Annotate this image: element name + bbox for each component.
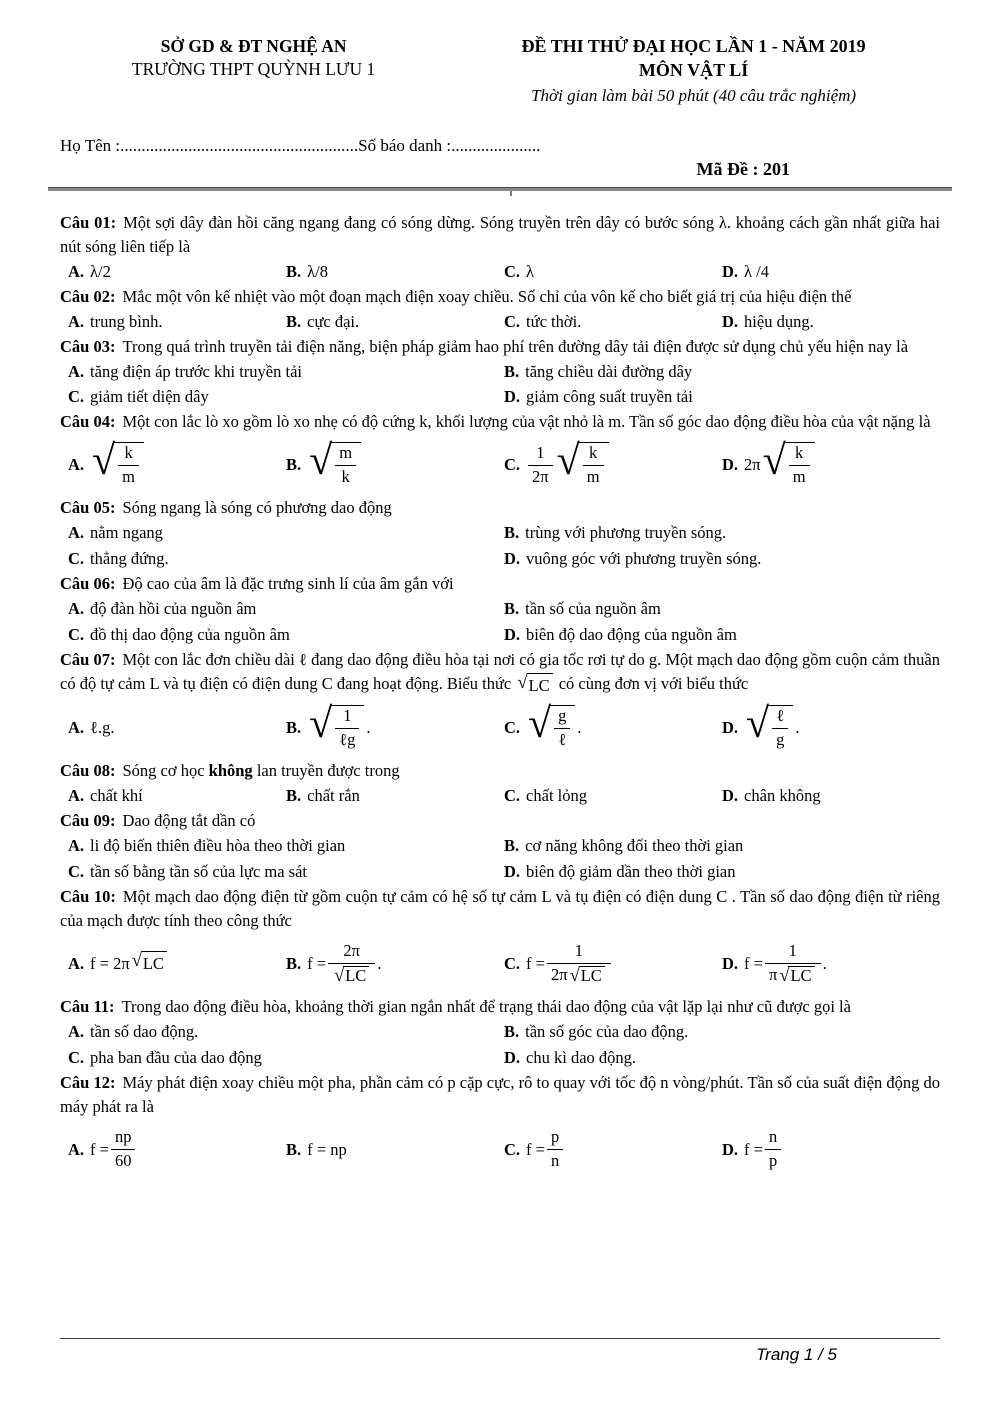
denominator	[328, 964, 375, 987]
option-d: D. λ /4	[722, 261, 770, 281]
radicand	[331, 442, 361, 488]
option-a: A. λ/2	[68, 261, 111, 281]
square-root	[556, 438, 609, 488]
question	[60, 995, 940, 1071]
numerator: k	[118, 443, 139, 466]
question-text: Câu 09: Dao động tắt dần có	[60, 811, 256, 831]
option-label: D.	[722, 455, 739, 475]
option-c: C. λ	[504, 261, 535, 281]
radicand	[768, 705, 793, 751]
question-number: Câu 11:	[60, 996, 115, 1016]
fraction	[789, 443, 810, 488]
radical-sign: √	[746, 701, 770, 748]
radical-sign: √	[131, 950, 142, 971]
fraction	[772, 706, 788, 751]
option-label: C.	[68, 624, 85, 644]
question-text: Câu 05: Sóng ngang là sóng có phương dao động	[60, 498, 392, 518]
option-a: A. li độ biến thiên điều hòa theo thời gian	[68, 836, 346, 856]
denominator: 2π √ LC	[547, 964, 611, 987]
option-d: D. chân không	[722, 786, 821, 806]
question-options	[60, 309, 940, 335]
option-b: B. tần số góc của dao động.	[504, 1021, 689, 1041]
question-number: Câu 04:	[60, 412, 116, 432]
numerator: 2π	[328, 941, 375, 964]
option-d: D. f = 1 π √ LC .	[722, 940, 827, 985]
fraction	[547, 1127, 563, 1172]
question	[60, 211, 940, 285]
question-number: Câu 02:	[60, 286, 116, 306]
option-c: C. pha ban đầu của dao động	[68, 1047, 262, 1067]
option-label: C.	[504, 1139, 521, 1159]
question	[60, 496, 940, 572]
option-label: B.	[504, 523, 520, 543]
option-b: B. chất rắn	[286, 786, 360, 806]
numerator: m	[335, 443, 356, 466]
option-label: D.	[722, 953, 739, 973]
question-number: Câu 09:	[60, 811, 116, 831]
option-label: B.	[504, 598, 520, 618]
question	[60, 809, 940, 885]
question-options	[60, 1118, 940, 1180]
denominator: n	[550, 1150, 560, 1170]
option-label: A.	[68, 1139, 85, 1159]
question-options	[60, 833, 940, 885]
question-text: Câu 07: Một con lắc đơn chiều dài ℓ đang dao động điều hòa tại nơi có gia tốc rơi tự do g. Một mạch dao động gồm cuộn cảm thuần có độ tự cảm L và tụ điện có điện dung C đang hoạt động. Biểu thức √ LC có cùng đơn vị với biểu thức	[60, 648, 940, 698]
denominator: p	[768, 1150, 778, 1170]
duration-note: Thời gian làm bài 50 phút (40 câu trắc nghiệm)	[531, 86, 857, 105]
question-number: Câu 12:	[60, 1072, 116, 1092]
option-label: C.	[68, 1047, 85, 1067]
option-label: D.	[722, 1139, 739, 1159]
option-label: D.	[722, 786, 739, 806]
option-d: D. f = $\frac{n}{p}$	[722, 1126, 940, 1173]
fraction	[765, 1127, 781, 1172]
option-label: C.	[504, 455, 521, 475]
option-d: D. √ $\frac{\text{ℓ}}{g}$ .	[722, 701, 800, 750]
radical-sign: √	[334, 964, 345, 985]
option-label: D.	[504, 624, 521, 644]
radical-sign: √	[92, 438, 116, 485]
option-d: D. hiệu dụng.	[722, 311, 814, 331]
option-c: C. chất lỏng	[504, 786, 587, 806]
radical-sign: √	[762, 438, 786, 485]
header	[60, 36, 940, 106]
numerator: 1	[528, 443, 553, 466]
option-label: D.	[722, 311, 739, 331]
option-d: D. giảm công suất truyền tải	[504, 387, 693, 407]
question-text: Câu 03: Trong quá trình truyền tải điện năng, biện pháp giảm hao phí trên đường dây tải điện được sử dụng chủ yếu hiện nay là	[60, 336, 909, 356]
option-label: B.	[286, 786, 302, 806]
question	[60, 335, 940, 411]
option-b: B. √ $\frac{1}{\text{ℓg}}$ .	[286, 701, 371, 750]
option-d: D. biên độ dao động của nguồn âm	[504, 624, 737, 644]
question-number: Câu 07:	[60, 649, 116, 669]
option-label: B.	[504, 1021, 520, 1041]
option-label: C.	[68, 387, 85, 407]
questions	[60, 211, 940, 1180]
option-label: A.	[68, 311, 85, 331]
option-label: D.	[722, 718, 739, 738]
option-c: C. f = $\frac{p}{n}$	[504, 1126, 722, 1173]
question	[60, 759, 940, 809]
option-b: B. f = np	[286, 1137, 504, 1163]
numerator: p	[547, 1127, 563, 1150]
header-left	[60, 36, 447, 106]
question-options	[60, 783, 940, 809]
exam-title: ĐỀ THI THỬ ĐẠI HỌC LẦN 1 - NĂM 2019	[521, 36, 866, 56]
option-label: B.	[286, 311, 302, 331]
option-label: B.	[504, 836, 520, 856]
option-label: A.	[68, 598, 85, 618]
square-root	[746, 701, 793, 751]
option-label: B.	[286, 718, 302, 738]
question-text: Câu 08: Sóng cơ học không lan truyền được trong	[60, 761, 400, 781]
option-a: A. tần số dao động.	[68, 1021, 199, 1041]
question-options	[60, 697, 940, 759]
square-root	[132, 951, 167, 976]
option-label: D.	[504, 387, 521, 407]
option-b: B. tần số của nguồn âm	[504, 598, 661, 618]
radical-sign: √	[569, 964, 580, 985]
question-text: Câu 02: Mắc một vôn kế nhiệt vào một đoạn mạch điện xoay chiều. Số chỉ của vôn kế cho biết giá trị của hiệu điện thế	[60, 286, 852, 306]
option-c: C. f = 1 2π √ LC	[504, 940, 722, 988]
question-options	[60, 259, 940, 285]
option-label: C.	[504, 718, 521, 738]
square-root	[517, 673, 552, 698]
bold-text: không	[208, 761, 253, 781]
square-root	[92, 438, 144, 488]
option-label: D.	[504, 862, 521, 882]
question-text: Câu 10: Một mạch dao động điện từ gồm cuộn tự cảm có hệ số tự cảm L và tụ điện có điện dung C . Tần số dao động điện từ riêng của mạch được tính theo công thức	[60, 887, 940, 930]
numerator: k	[583, 443, 604, 466]
option-a: A. nằm ngang	[68, 523, 163, 543]
question-text: Câu 01: Một sợi dây đàn hồi căng ngang đang có sóng dừng. Sóng truyền trên dây có bước sóng λ. khoảng cách gần nhất giữa hai nút sóng liên tiếp là	[60, 213, 940, 256]
option-b: B. trùng với phương truyền sóng.	[504, 523, 727, 543]
option-c	[504, 438, 722, 489]
numerator: 1	[765, 941, 821, 964]
question-number: Câu 06:	[60, 574, 116, 594]
radicand: LC	[527, 673, 553, 698]
option-label: A.	[68, 361, 85, 381]
option-d: D. 2π √ $\frac{k}{m}$	[722, 441, 940, 489]
question-number: Câu 08:	[60, 761, 116, 781]
name-line: Họ Tên :........................................................Số báo danh :.....................	[60, 136, 541, 155]
question-options	[60, 596, 940, 648]
question	[60, 648, 940, 760]
option-label: B.	[286, 455, 302, 475]
square-root	[334, 966, 369, 986]
denominator: 60	[114, 1150, 132, 1170]
fraction	[554, 706, 570, 751]
fraction	[111, 1127, 136, 1172]
radicand	[579, 442, 609, 488]
denominator: ℓ	[558, 730, 567, 750]
option-label: A.	[68, 1021, 85, 1041]
option-a: A. tăng điện áp trước khi truyền tải	[68, 361, 302, 381]
option-a: A. f = 2π √ LC	[68, 950, 286, 977]
fraction	[528, 443, 553, 488]
page-number: Trang 1 / 5	[756, 1345, 837, 1364]
department-name: SỞ GD & ĐT NGHỆ AN	[160, 36, 347, 56]
denominator: m	[586, 467, 600, 487]
fraction	[765, 941, 821, 987]
option-label: A.	[68, 718, 85, 738]
option-c: C. tần số bằng tần số của lực ma sát	[68, 862, 308, 882]
header-divider	[48, 187, 952, 191]
option-label: C.	[504, 953, 521, 973]
header-right	[447, 36, 940, 106]
radical-sign: √	[528, 701, 552, 748]
question-options	[60, 933, 940, 995]
numerator: np	[111, 1127, 136, 1150]
option-label: B.	[504, 361, 520, 381]
radicand	[550, 705, 575, 751]
numerator: k	[789, 443, 810, 466]
question	[60, 885, 940, 995]
option-a	[68, 438, 286, 489]
option-c: C. giảm tiết diện dây	[68, 387, 209, 407]
denominator: m	[792, 467, 806, 487]
question-text: Câu 12: Máy phát điện xoay chiều một pha, phần cảm có p cặp cực, rô to quay với tốc độ n vòng/phút. Tần số của suất điện động do máy phát ra là	[60, 1072, 940, 1116]
denominator: π √ LC	[765, 964, 821, 987]
option-b: B. tăng chiều dài đường dây	[504, 361, 693, 381]
option-a: A. trung bình.	[68, 311, 163, 331]
radicand: LC	[343, 966, 369, 986]
option-label: C.	[504, 786, 521, 806]
option-b: B. λ/8	[286, 261, 328, 281]
option-label: A.	[68, 836, 85, 856]
question-number: Câu 03:	[60, 336, 116, 356]
numerator: ℓ	[772, 706, 788, 729]
question-number: Câu 01:	[60, 213, 117, 232]
option-label: B.	[286, 953, 302, 973]
question	[60, 1071, 940, 1181]
numerator: 1	[335, 706, 359, 729]
option-label: A.	[68, 455, 85, 475]
denominator: g	[776, 730, 785, 750]
fraction	[547, 941, 611, 987]
option-d: D. chu kì dao động.	[504, 1047, 637, 1067]
option-a: A. ℓ.g.	[68, 715, 286, 741]
radicand: LC	[141, 951, 167, 976]
option-a: A. chất khí	[68, 786, 143, 806]
fraction	[583, 443, 604, 488]
radicand	[331, 705, 364, 751]
denominator: ℓg	[339, 730, 356, 750]
question-options	[60, 359, 940, 411]
option-b: B. cực đại.	[286, 311, 360, 331]
exam-code: Mã Đề : 201	[696, 159, 790, 179]
fraction	[118, 443, 139, 488]
question-number: Câu 05:	[60, 498, 116, 518]
square-root	[779, 966, 814, 986]
question	[60, 410, 940, 496]
option-label: D.	[722, 261, 739, 281]
footer-divider	[60, 1338, 940, 1339]
square-root	[309, 438, 361, 488]
option-d: D. biên độ giảm dần theo thời gian	[504, 862, 736, 882]
radicand	[785, 442, 815, 488]
option-label: C.	[504, 261, 521, 281]
radical-sign: √	[556, 438, 580, 485]
question-text: Câu 04: Một con lắc lò xo gồm lò xo nhẹ có độ cứng k, khối lượng của vật nhỏ là m. Tần số góc dao động điều hòa của vật nặng là	[60, 412, 931, 432]
question	[60, 572, 940, 648]
option-label: A.	[68, 953, 85, 973]
option-b	[286, 438, 504, 489]
fraction	[335, 443, 356, 488]
divider-tick	[510, 191, 512, 196]
option-label: A.	[68, 523, 85, 543]
denominator: k	[341, 467, 350, 487]
option-label: B.	[286, 1139, 302, 1159]
numerator: g	[554, 706, 570, 729]
option-d: D. vuông góc với phương truyền sóng.	[504, 549, 762, 569]
radical-sign: √	[517, 671, 528, 692]
option-label: A.	[68, 261, 85, 281]
numerator: 1	[547, 941, 611, 964]
radicand	[114, 442, 144, 488]
question-number: Câu 10:	[60, 887, 116, 907]
denominator: 2π	[532, 466, 549, 486]
fraction	[335, 706, 359, 751]
option-label: B.	[286, 261, 302, 281]
option-label: D.	[504, 549, 521, 569]
square-root	[309, 701, 364, 751]
option-label: C.	[68, 862, 85, 882]
subject-title: MÔN VẬT LÍ	[638, 60, 749, 80]
numerator: n	[765, 1127, 781, 1150]
square-root	[528, 701, 575, 751]
option-label: A.	[68, 786, 85, 806]
option-b: B. f = 2π √ LC .	[286, 940, 382, 985]
footer	[60, 1338, 940, 1365]
school-name: TRƯỜNG THPT QUỲNH LƯU 1	[131, 59, 376, 79]
question-options	[60, 520, 940, 572]
square-root	[570, 966, 605, 986]
radical-sign: √	[779, 964, 790, 985]
fraction	[328, 941, 375, 987]
option-c: C. tức thời.	[504, 311, 582, 331]
question-text: Câu 11: Trong dao động điều hòa, khoảng thời gian ngắn nhất để trạng thái dao động của vật lặp lại như cũ được gọi là	[60, 996, 851, 1016]
option-b: B. cơ năng không đổi theo thời gian	[504, 836, 744, 856]
option-c: C. √ $\frac{g}{\text{ℓ}}$ .	[504, 701, 582, 750]
option-a: A. độ đàn hồi của nguồn âm	[68, 598, 257, 618]
option-label: C.	[68, 549, 85, 569]
option-a: A. f = $\frac{np}{60}$	[68, 1126, 286, 1173]
radical-sign: √	[309, 438, 333, 485]
question-options	[60, 1019, 940, 1071]
option-label: C.	[504, 311, 521, 331]
question-text: Câu 06: Độ cao của âm là đặc trưng sinh lí của âm gắn với	[60, 574, 454, 594]
denominator: m	[122, 467, 135, 487]
option-c: C. thẳng đứng.	[68, 549, 169, 569]
option-c: C. đồ thị dao động của nguồn âm	[68, 624, 290, 644]
radicand: LC	[579, 966, 605, 986]
radicand: LC	[788, 966, 814, 986]
question	[60, 285, 940, 335]
question-options	[60, 434, 940, 496]
radical-sign: √	[309, 701, 333, 748]
option-label: D.	[504, 1047, 521, 1067]
